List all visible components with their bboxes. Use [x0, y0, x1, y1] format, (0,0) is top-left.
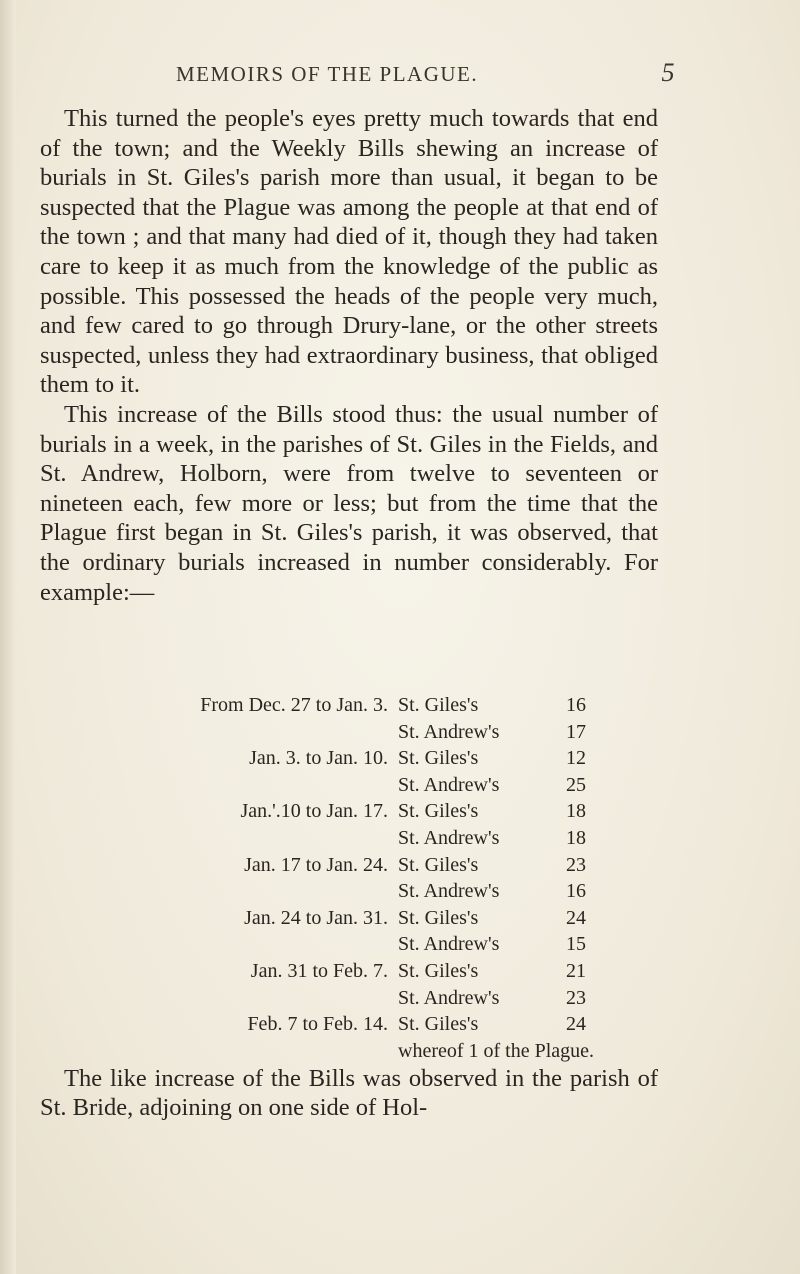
binding-gutter — [0, 0, 16, 1274]
body-text — [40, 104, 658, 607]
period-cell — [100, 825, 398, 852]
bills-of-mortality-table — [100, 692, 660, 1064]
parish-cell: St. Andrew's — [398, 933, 500, 956]
table-row — [100, 958, 660, 985]
period-cell: Feb. 7 to Feb. 14. — [247, 1013, 388, 1036]
table-row — [100, 825, 660, 852]
table-row — [100, 985, 660, 1012]
table-row — [100, 905, 660, 932]
period-cell — [100, 878, 398, 905]
table-row — [100, 878, 660, 905]
count-cell: 21 — [566, 959, 586, 982]
table-row — [100, 798, 660, 825]
paragraph-2: This increase of the Bills stood thus: the usual number of burials in a week, in the parishes of St. Giles in the Fields, and St. Andrew, Holborn, were from twelve to seventeen or nineteen each, few more or less; but from the time that the Plague first began in St. Giles's parish, it was observed, that the ordinary burials increased in number considerably. For example:— — [40, 400, 658, 606]
running-head — [176, 58, 676, 87]
period-cell: From Dec. 27 to Jan. 3. — [200, 694, 388, 716]
count-cell: 23 — [566, 853, 586, 876]
table-row — [100, 931, 660, 958]
parish-cell: St. Giles's — [398, 959, 479, 982]
count-cell: 23 — [566, 986, 586, 1009]
table-row — [100, 1011, 660, 1038]
count-cell: 17 — [566, 720, 586, 743]
count-cell: 24 — [566, 906, 586, 929]
parish-cell: St. Giles's — [398, 800, 479, 823]
period-cell: Jan. 3. to Jan. 10. — [249, 747, 388, 770]
count-cell: 15 — [566, 933, 586, 956]
parish-cell: St. Giles's — [398, 747, 479, 770]
parish-cell: St. Giles's — [398, 694, 479, 716]
table-row — [100, 852, 660, 879]
paragraph-3: The like increase of the Bills was observed in the parish of St. Bride, adjoining on one side of Hol- — [40, 1065, 658, 1121]
table-row — [100, 719, 660, 746]
parish-cell: St. Andrew's — [398, 986, 500, 1009]
period-cell: Jan. 17 to Jan. 24. — [244, 853, 388, 876]
closing-text — [40, 1064, 658, 1122]
count-cell: 12 — [566, 747, 586, 770]
parish-cell: St. Giles's — [398, 1013, 479, 1036]
count-cell: 18 — [566, 800, 586, 823]
parish-cell: St. Andrew's — [398, 826, 500, 849]
count-cell: 16 — [566, 694, 586, 716]
period-cell: Jan. 31 to Feb. 7. — [250, 959, 388, 982]
table-row — [100, 772, 660, 799]
count-cell: 25 — [566, 773, 586, 796]
table-row — [100, 745, 660, 772]
table-row — [100, 692, 660, 719]
parish-cell: St. Andrew's — [398, 773, 500, 796]
period-cell — [100, 985, 398, 1012]
count-cell: 24 — [566, 1013, 586, 1036]
parish-cell: St. Giles's — [398, 906, 479, 929]
running-title: MEMOIRS OF THE PLAGUE. — [176, 62, 479, 86]
period-cell: Jan. 24 to Jan. 31. — [244, 906, 388, 929]
period-cell — [100, 931, 398, 958]
period-cell — [100, 719, 398, 746]
period-cell: Jan.'.10 to Jan. 17. — [240, 800, 388, 823]
page-number: 5 — [661, 58, 676, 87]
count-cell: 16 — [566, 880, 586, 903]
count-cell: 18 — [566, 826, 586, 849]
parish-cell: St. Andrew's — [398, 720, 500, 743]
table-note: whereof 1 of the Plague. — [398, 1039, 595, 1062]
period-cell — [100, 772, 398, 799]
paragraph-1: This turned the people's eyes pretty much towards that end of the town; and the Weekly Bills shewing an increase of burials in St. Giles's parish more than usual, it began to be suspected that the Plague was among the people at that end of the town ; and that many had died of it, though they had taken care to keep it as much from the knowledge of the public as possible. This possessed the heads of the people very much, and few cared to go through Drury-lane, or the other streets suspected, unless they had extraordinary business, that obliged them to it. — [40, 105, 658, 399]
parish-cell: St. Giles's — [398, 853, 479, 876]
parish-cell: St. Andrew's — [398, 880, 500, 903]
